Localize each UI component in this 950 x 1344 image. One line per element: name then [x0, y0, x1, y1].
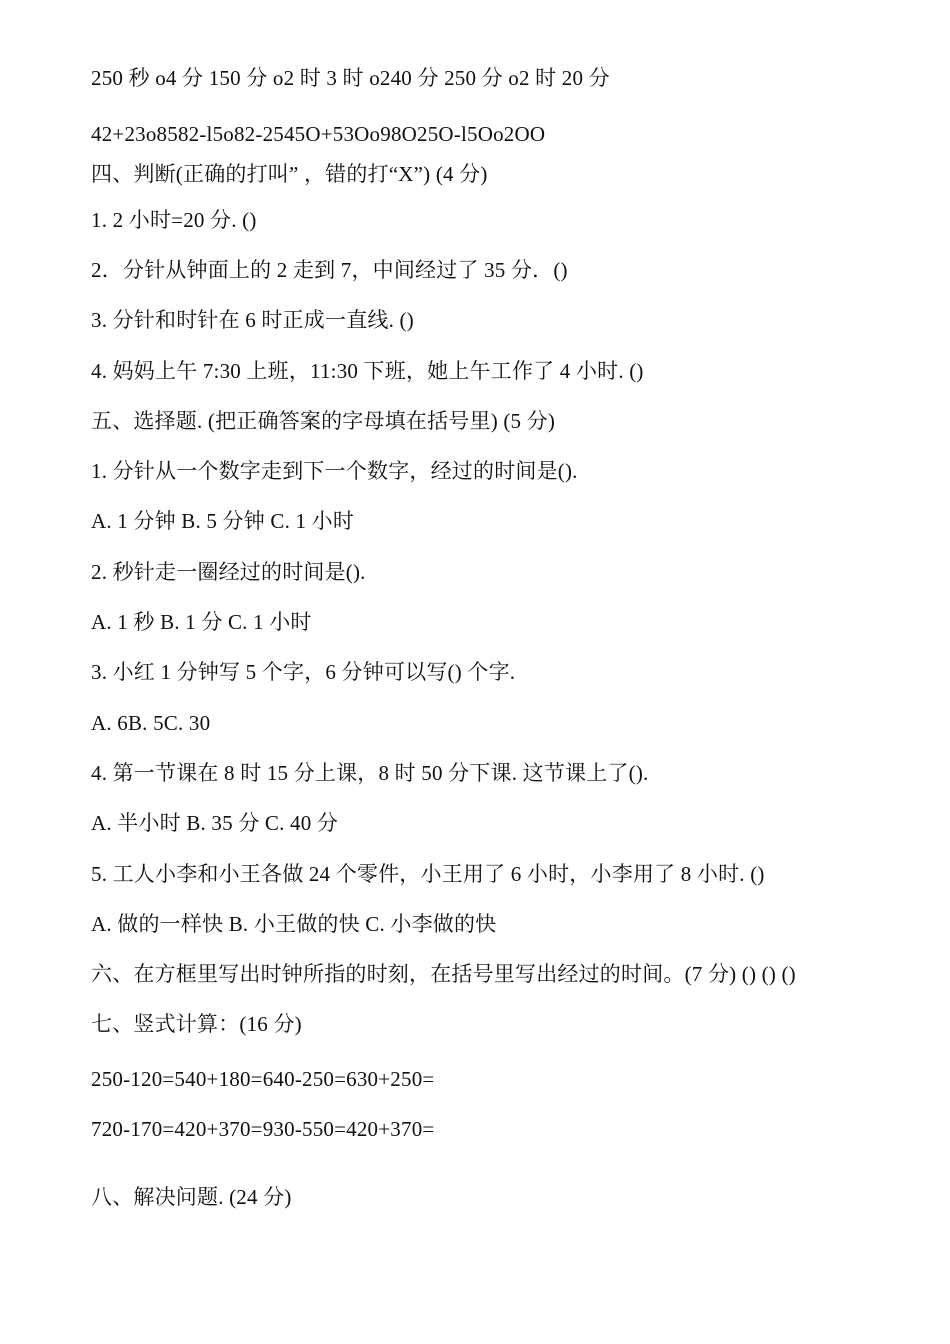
choice-options-4: A. 半小时 B. 35 分 C. 40 分: [91, 811, 339, 835]
section-5-heading: 五、选择题. (把正确答案的字母填在括号里) (5 分): [91, 409, 556, 433]
choice-question-5: 5. 工人小李和小王各做 24 个零件，小王用了 6 小时，小李用了 8 小时. (): [91, 862, 765, 886]
answer-line-time-conversions: 250 秒 o4 分 150 分 o2 时 3 时 o240 分 250 分 o2 时 20 分: [91, 66, 610, 90]
judge-question-1: 1. 2 小时=20 分. (): [91, 208, 257, 232]
vertical-calc-row-2: 720-170=420+370=930-550=420+370=: [91, 1117, 435, 1141]
judge-question-3: 3. 分针和时针在 6 时正成一直线. (): [91, 308, 414, 332]
choice-question-2: 2. 秒针走一圈经过的时间是().: [91, 560, 366, 584]
judge-question-4: 4. 妈妈上午 7:30 上班，11:30 下班，她上午工作了 4 小时. (): [91, 359, 644, 383]
judge-question-2: 2．分针从钟面上的 2 走到 7，中间经过了 35 分．(): [91, 258, 568, 282]
choice-options-5: A. 做的一样快 B. 小王做的快 C. 小李做的快: [91, 912, 497, 936]
choice-question-3: 3. 小红 1 分钟写 5 个字，6 分钟可以写() 个字.: [91, 660, 516, 684]
choice-options-2: A. 1 秒 B. 1 分 C. 1 小时: [91, 610, 312, 634]
section-7-heading: 七、竖式计算：(16 分): [91, 1012, 302, 1036]
section-4-heading: 四、判断(正确的打叫” ，错的打“X”) (4 分): [91, 162, 488, 186]
section-8-heading: 八、解决问题. (24 分): [91, 1185, 292, 1209]
answer-line-calculations: 42+23o8582-l5o82-2545O+53Oo98O25O-l5Oo2OO: [91, 122, 546, 146]
section-6-heading: 六、在方框里写出时钟所指的时刻，在括号里写出经过的时间。(7 分) () () (): [91, 962, 796, 986]
choice-question-1: 1. 分针从一个数字走到下一个数字，经过的时间是().: [91, 459, 578, 483]
vertical-calc-row-1: 250-120=540+180=640-250=630+250=: [91, 1067, 435, 1091]
choice-options-3: A. 6B. 5C. 30: [91, 711, 211, 735]
choice-question-4: 4. 第一节课在 8 时 15 分上课，8 时 50 分下课. 这节课上了().: [91, 761, 649, 785]
choice-options-1: A. 1 分钟 B. 5 分钟 C. 1 小时: [91, 509, 355, 533]
